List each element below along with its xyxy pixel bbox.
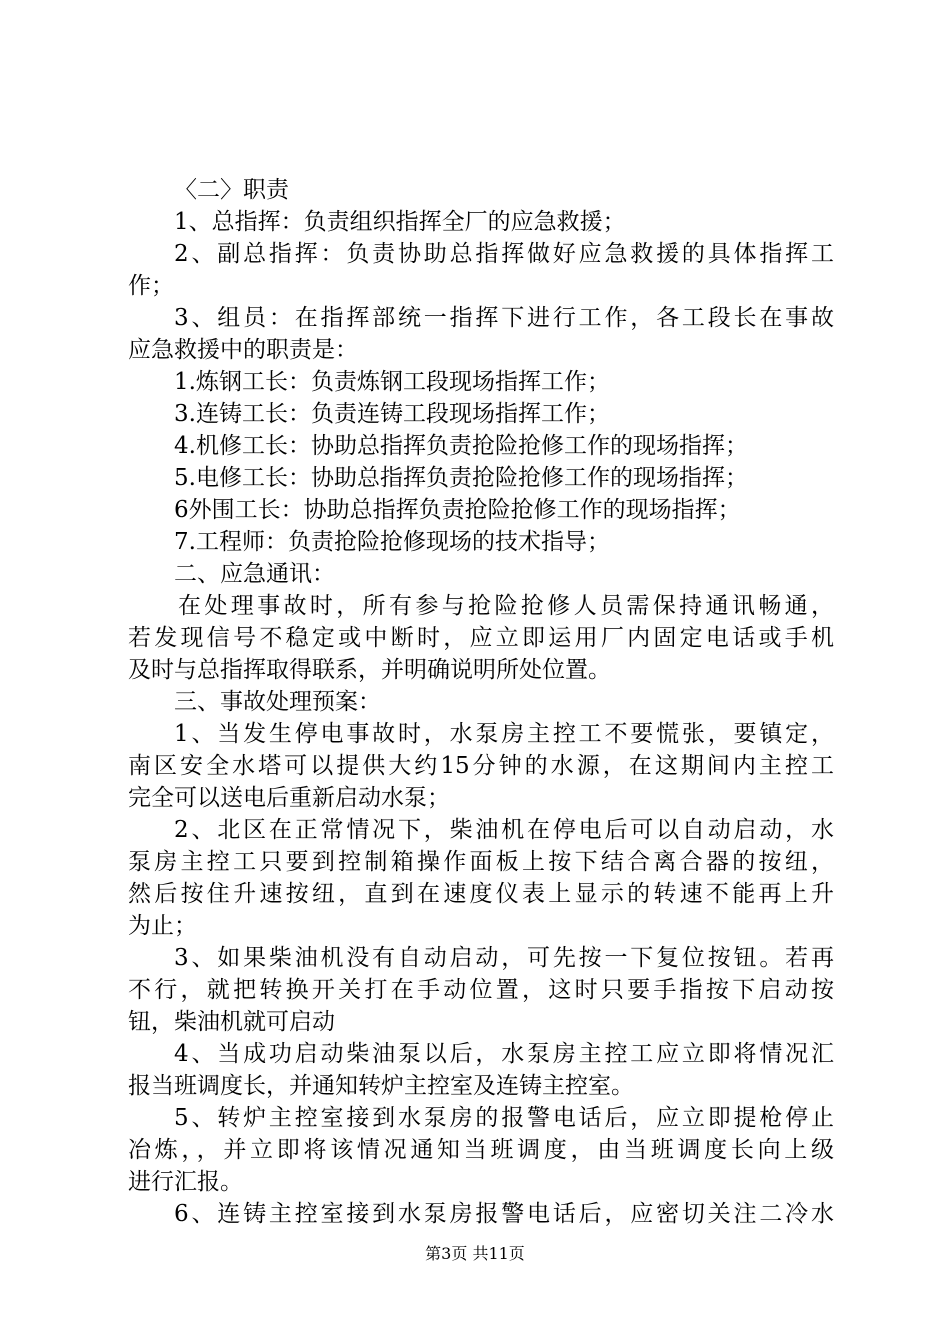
text-line: 5.电修工长：协助总指挥负责抢险抢修工作的现场指挥； bbox=[174, 465, 748, 491]
text-line: 冶炼，，并立即将该情况通知当班调度，由当班调度长向上级 bbox=[128, 1137, 834, 1163]
text-line: 4.机修工长：协助总指挥负责抢险抢修工作的现场指挥； bbox=[174, 433, 748, 459]
text-line: 3、如果柴油机没有自动启动，可先按一下复位按钮。若再 bbox=[174, 945, 834, 971]
text-line: 3.连铸工长：负责连铸工段现场指挥工作； bbox=[174, 401, 610, 427]
text-line: 及时与总指挥取得联系，并明确说明所处位置。 bbox=[128, 657, 611, 683]
text-line: 泵房主控工只要到控制箱操作面板上按下结合离合器的按纽， bbox=[128, 849, 834, 875]
text-line: 完全可以送电后重新启动水泵； bbox=[128, 785, 450, 811]
page-footer bbox=[0, 1242, 950, 1266]
text-line: 二、应急通讯： bbox=[174, 561, 335, 587]
text-line: 6外围工长：协助总指挥负责抢险抢修工作的现场指挥； bbox=[174, 497, 741, 523]
text-line: 4、当成功启动柴油泵以后，水泵房主控工应立即将情况汇 bbox=[174, 1041, 834, 1067]
text-line: 2、北区在正常情况下，柴油机在停电后可以自动启动，水 bbox=[174, 817, 834, 843]
page-number: 第3页 共11页 bbox=[425, 1244, 525, 1263]
text-line: 5、转炉主控室接到水泵房的报警电话后，应立即提枪停止 bbox=[174, 1105, 834, 1131]
text-line: 钮，柴油机就可启动 bbox=[128, 1009, 335, 1035]
text-line: 为止； bbox=[128, 913, 197, 939]
text-line: 然后按住升速按纽，直到在速度仪表上显示的转速不能再上升 bbox=[128, 881, 834, 907]
text-line: 〈二〉职责 bbox=[174, 177, 289, 203]
text-line: 应急救援中的职责是： bbox=[128, 337, 358, 363]
text-line: 不行，就把转换开关打在手动位置，这时只要手指按下启动按 bbox=[128, 977, 834, 1003]
text-line: 在处理事故时，所有参与抢险抢修人员需保持通讯畅通， bbox=[178, 593, 834, 619]
document-body bbox=[128, 174, 834, 1230]
text-line: 1.炼钢工长：负责炼钢工段现场指挥工作； bbox=[174, 369, 610, 395]
text-line: 作； bbox=[128, 273, 174, 299]
text-line: 2、副总指挥：负责协助总指挥做好应急救援的具体指挥工 bbox=[174, 241, 834, 267]
text-line: 1、当发生停电事故时，水泵房主控工不要慌张，要镇定， bbox=[174, 721, 834, 747]
text-line: 6、连铸主控室接到水泵房报警电话后，应密切关注二冷水 bbox=[174, 1201, 834, 1227]
text-line: 南区安全水塔可以提供大约15分钟的水源，在这期间内主控工 bbox=[128, 753, 834, 779]
text-line: 7.工程师：负责抢险抢修现场的技术指导； bbox=[174, 529, 610, 555]
text-line: 若发现信号不稳定或中断时，应立即运用厂内固定电话或手机 bbox=[128, 625, 834, 651]
text-line: 1、总指挥：负责组织指挥全厂的应急救援； bbox=[174, 209, 626, 235]
text-line: 三、事故处理预案： bbox=[174, 689, 381, 715]
text-line: 3、组员：在指挥部统一指挥下进行工作，各工段长在事故 bbox=[174, 305, 834, 331]
text-line: 报当班调度长，并通知转炉主控室及连铸主控室。 bbox=[128, 1073, 634, 1099]
text-line: 进行汇报。 bbox=[128, 1169, 243, 1195]
